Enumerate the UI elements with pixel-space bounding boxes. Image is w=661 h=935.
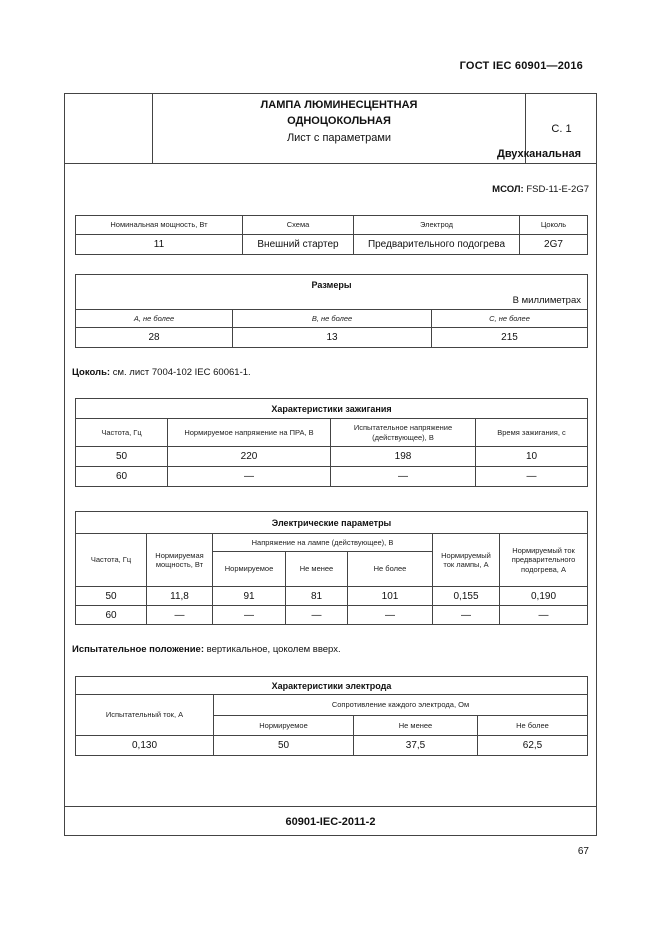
cell-power: 11 bbox=[76, 235, 243, 255]
table-cell: — bbox=[213, 606, 286, 625]
dimensions-table bbox=[75, 274, 588, 348]
table-cell: — bbox=[500, 606, 588, 625]
table-cell: 50 bbox=[214, 736, 354, 756]
electrode-header-rated: Нормируемое bbox=[214, 716, 354, 736]
table-cell: — bbox=[476, 467, 588, 487]
electrical-table bbox=[75, 511, 588, 625]
electrical-header-v-rated: Нормируемое bbox=[213, 552, 286, 587]
ignition-header-time: Время зажигания, с bbox=[476, 419, 588, 447]
test-position-text: вертикальное, цоколем вверх. bbox=[206, 644, 341, 655]
electrode-title: Характеристики электрода bbox=[76, 677, 588, 695]
electrical-header-v-max: Не более bbox=[348, 552, 433, 587]
ignition-header-test-voltage: Испытательное напряжение (действующее), В bbox=[331, 419, 476, 447]
table-cell: 91 bbox=[213, 587, 286, 606]
table-cell: 0,190 bbox=[500, 587, 588, 606]
main-parameters-table bbox=[75, 215, 588, 255]
title-line-1: ЛАМПА ЛЮМИНЕСЦЕНТНАЯ bbox=[260, 99, 418, 111]
table-cell: 198 bbox=[331, 447, 476, 467]
cell-c: 215 bbox=[432, 328, 588, 348]
table-cell: 0,155 bbox=[433, 587, 500, 606]
table-cell: 11,8 bbox=[147, 587, 213, 606]
table-cell: — bbox=[147, 606, 213, 625]
header-scheme: Схема bbox=[243, 216, 354, 235]
cell-electrode: Предварительного подогрева bbox=[354, 235, 520, 255]
electrode-header-current: Испытательный ток, А bbox=[76, 695, 214, 736]
dimensions-caption-cell bbox=[76, 275, 588, 310]
ignition-header-ballast-voltage: Нормируемое напряжение на ПРА, В bbox=[168, 419, 331, 447]
electrode-header-resistance: Сопротивление каждого электрода, Ом bbox=[214, 695, 588, 716]
msol-value: FSD-11-E-2G7 bbox=[526, 184, 589, 195]
electrode-table bbox=[75, 676, 588, 756]
header-a: A, не более bbox=[76, 310, 233, 328]
cell-cap: 2G7 bbox=[520, 235, 588, 255]
table-cell: — bbox=[331, 467, 476, 487]
test-position-note bbox=[72, 644, 341, 655]
msol-label: МСОЛ: bbox=[492, 184, 524, 195]
table-cell: 62,5 bbox=[478, 736, 588, 756]
table-cell: 50 bbox=[76, 587, 147, 606]
table-cell: 60 bbox=[76, 606, 147, 625]
standard-number: ГОСТ IEC 60901—2016 bbox=[459, 60, 583, 72]
header-power: Номинальная мощность, Вт bbox=[76, 216, 243, 235]
variant-label: Двухканальная bbox=[496, 148, 581, 160]
electrical-header-voltage: Напряжение на лампе (действующее), В bbox=[213, 534, 433, 552]
table-cell: 50 bbox=[76, 447, 168, 467]
cap-note-text: см. лист 7004-102 IEC 60061-1. bbox=[112, 367, 251, 378]
table-cell: 37,5 bbox=[354, 736, 478, 756]
table-cell: 81 bbox=[286, 587, 348, 606]
table-cell: 0,130 bbox=[76, 736, 214, 756]
sheet-number: С. 1 bbox=[525, 93, 597, 164]
table-cell: 60 bbox=[76, 467, 168, 487]
cell-scheme: Внешний стартер bbox=[243, 235, 354, 255]
header-c: C, не более bbox=[432, 310, 588, 328]
title-line-2: ОДНОЦОКОЛЬНАЯ bbox=[287, 115, 391, 127]
cap-note bbox=[72, 367, 251, 378]
table-cell: — bbox=[348, 606, 433, 625]
test-position-label: Испытательное положение: bbox=[72, 644, 204, 655]
dimensions-unit: В миллиметрах bbox=[512, 295, 581, 306]
cell-a: 28 bbox=[76, 328, 233, 348]
ignition-title: Характеристики зажигания bbox=[76, 399, 588, 419]
cap-note-label: Цоколь: bbox=[72, 367, 111, 378]
table-cell: 10 bbox=[476, 447, 588, 467]
header-b: B, не более bbox=[233, 310, 432, 328]
electrical-title: Электрические параметры bbox=[76, 512, 588, 534]
electrode-header-max: Не более bbox=[478, 716, 588, 736]
page-number: 67 bbox=[577, 846, 589, 857]
header-left-cell bbox=[64, 93, 153, 164]
table-cell: 220 bbox=[168, 447, 331, 467]
table-cell: — bbox=[286, 606, 348, 625]
dimensions-title: Размеры bbox=[311, 280, 352, 290]
electrical-header-frequency: Частота, Гц bbox=[76, 534, 147, 587]
ignition-header-frequency: Частота, Гц bbox=[76, 419, 168, 447]
header-electrode: Электрод bbox=[354, 216, 520, 235]
table-cell: — bbox=[433, 606, 500, 625]
footer-code: 60901-IEC-2011-2 bbox=[64, 806, 597, 836]
msol-line bbox=[492, 184, 589, 195]
electrical-header-power: Нормируемая мощность, Вт bbox=[147, 534, 213, 587]
electrical-header-v-min: Не менее bbox=[286, 552, 348, 587]
header-cap: Цоколь bbox=[520, 216, 588, 235]
electrical-header-preheat: Нормируемый ток предварительного подогрева, А bbox=[500, 534, 588, 587]
cell-b: 13 bbox=[233, 328, 432, 348]
electrical-header-current: Нормируемый ток лампы, А bbox=[433, 534, 500, 587]
table-cell: — bbox=[168, 467, 331, 487]
subtitle: Лист с параметрами bbox=[286, 132, 392, 144]
ignition-table bbox=[75, 398, 588, 487]
electrode-header-min: Не менее bbox=[354, 716, 478, 736]
table-cell: 101 bbox=[348, 587, 433, 606]
